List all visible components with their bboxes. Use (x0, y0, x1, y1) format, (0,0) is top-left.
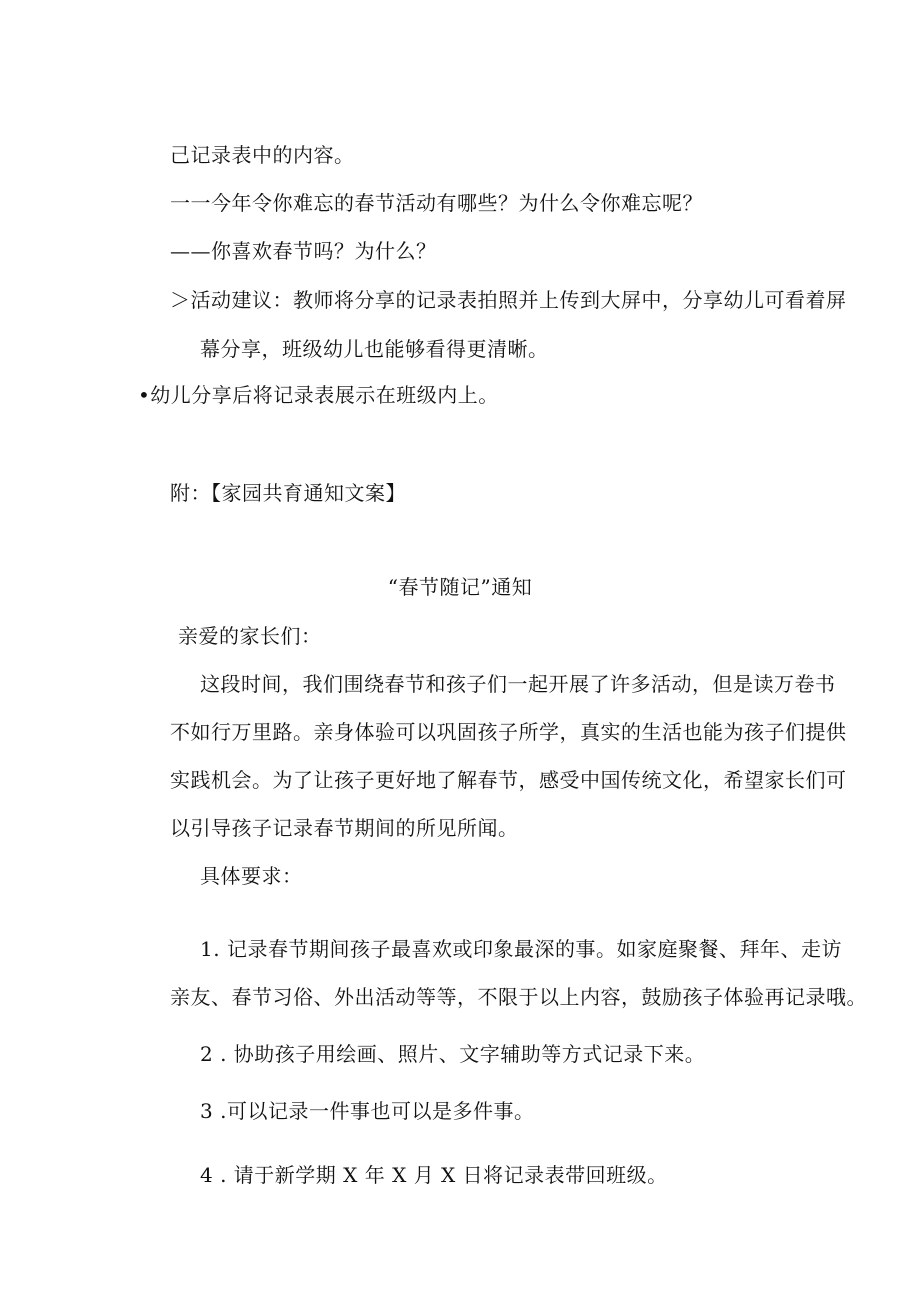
activity-suggestion-continued: 幕分享，班级幼儿也能够看得更清晰。 (200, 337, 549, 361)
requirement-item-2: 2 . 协助孩子用绘画、照片、文字辅助等方式记录下来。 (200, 1042, 706, 1066)
notice-body-line: 以引导孩子记录春节期间的所见所闻。 (170, 816, 519, 840)
notice-body-line: 实践机会。为了让孩子更好地了解春节，感受中国传统文化，希望家长们可 (170, 768, 847, 792)
requirement-item-3: 3 .可以记录一件事也可以是多件事。 (200, 1099, 535, 1123)
requirement-item-4: 4 . 请于新学期 X 年 X 月 X 日将记录表带回班级。 (200, 1163, 668, 1187)
discussion-question-1: 一一今年令你难忘的春节活动有哪些？为什么令你难忘呢？ (170, 191, 703, 215)
requirements-heading: 具体要求： (200, 864, 303, 888)
discussion-question-2: ——你喜欢春节吗？为什么？ (170, 239, 437, 263)
activity-suggestion: ＞活动建议：教师将分享的记录表拍照并上传到大屏中，分享幼儿可看着屏 (170, 288, 847, 312)
appendix-label: 附：【家园共育通知文案】 (170, 481, 406, 505)
requirement-item-1-continued: 亲友、春节习俗、外出活动等等，不限于以上内容，鼓励孩子体验再记录哦。 (170, 985, 867, 1009)
bullet-item: •幼儿分享后将记录表展示在班级内上。 (138, 383, 499, 407)
notice-body-line: 不如行万里路。亲身体验可以巩固孩子所学，真实的生活也能为孩子们提供 (170, 720, 847, 744)
activity-text-line: 己记录表中的内容。 (170, 143, 355, 167)
notice-body-line: 这段时间，我们围绕春节和孩子们一起开展了许多活动，但是读万卷书 (200, 672, 836, 696)
notice-greeting: 亲爱的家长们： (178, 624, 322, 648)
requirement-item-1: 1. 记录春节期间孩子最喜欢或印象最深的事。如家庭聚餐、拜年、走访 (200, 937, 842, 961)
notice-title: “春节随记”通知 (387, 575, 533, 599)
